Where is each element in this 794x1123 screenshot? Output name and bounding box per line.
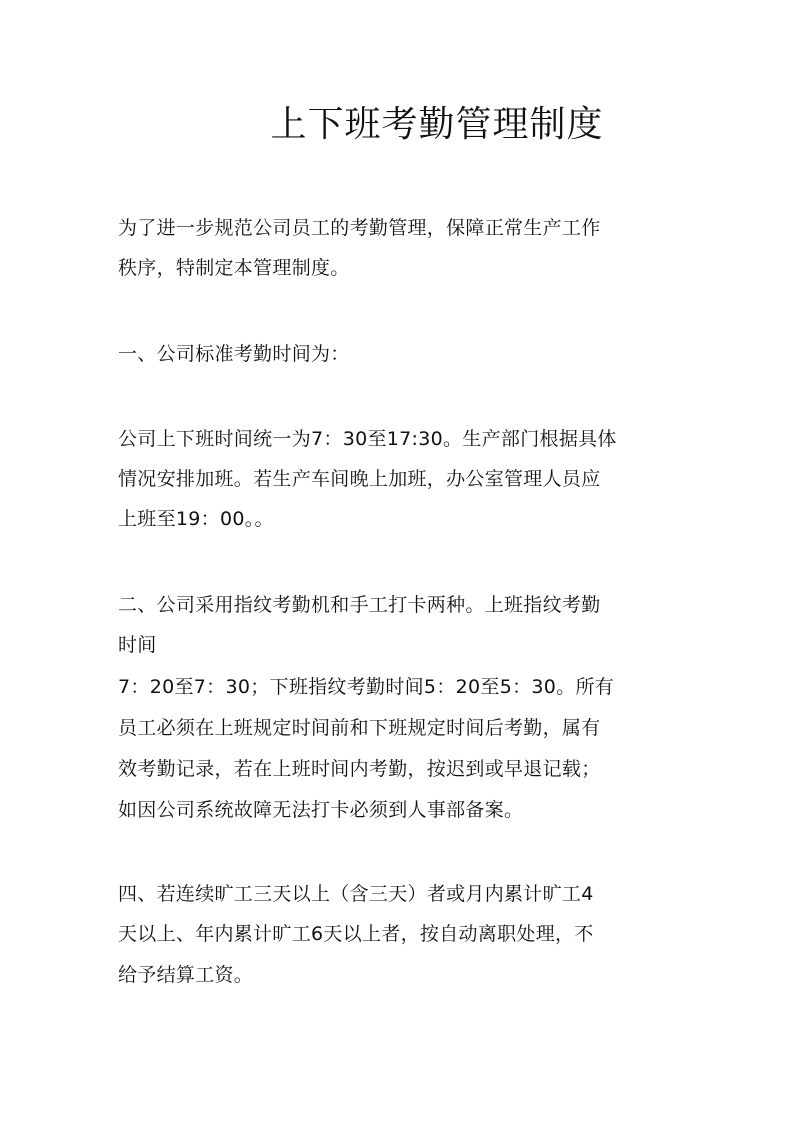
- section-2-line-1: 二、公司采用指纹考勤机和手工打卡两种。上班指纹考勤: [118, 594, 601, 616]
- section-4-line-3: 给予结算工资。: [118, 964, 254, 986]
- section-1-line-1: 公司上下班时间统一为7：30至17:30。生产部门根据具体: [118, 428, 617, 450]
- section-1-line-3: 上班至19：00。。: [118, 508, 274, 530]
- document-title: 上下班考勤管理制度: [270, 104, 604, 145]
- intro-line-2: 秩序，特制定本管理制度。: [118, 257, 350, 279]
- section-1-heading: 一、公司标准考勤时间为：: [118, 343, 350, 365]
- section-4-line-1: 四、若连续旷工三天以上（含三天）者或月内累计旷工4: [118, 883, 594, 905]
- section-1-line-2: 情况安排加班。若生产车间晚上加班，办公室管理人员应: [118, 468, 601, 490]
- section-2-line-2: 时间: [118, 634, 157, 656]
- section-2-line-3: 7：20至7：30；下班指纹考勤时间5：20至5：30。所有: [118, 676, 615, 698]
- section-2-line-6: 如因公司系统故障无法打卡必须到人事部备案。: [118, 799, 524, 821]
- section-2-line-5: 效考勤记录，若在上班时间内考勤，按迟到或早退记载；: [118, 758, 601, 780]
- section-4-line-2: 天以上、年内累计旷工6天以上者，按自动离职处理，不: [118, 923, 594, 945]
- intro-line-1: 为了进一步规范公司员工的考勤管理，保障正常生产工作: [118, 217, 601, 239]
- section-2-line-4: 员工必须在上班规定时间前和下班规定时间后考勤，属有: [118, 717, 601, 739]
